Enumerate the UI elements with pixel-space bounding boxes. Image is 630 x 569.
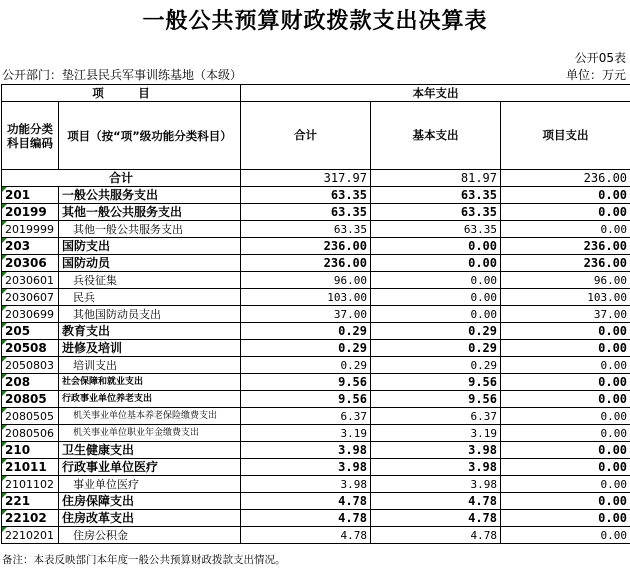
row-total: 3.98	[241, 459, 371, 476]
row-name: 住房保障支出	[59, 493, 241, 510]
header-code: 功能分类科目编码	[2, 102, 59, 170]
row-basic: 3.98	[371, 442, 501, 459]
table-row	[2, 527, 630, 544]
row-code: 20508	[2, 340, 59, 357]
row-project: 103.00	[501, 289, 630, 306]
header-project: 项目支出	[501, 102, 630, 170]
department-label: 公开部门：垫江县民兵军事训练基地（本级）	[2, 68, 243, 82]
row-code: 208	[2, 374, 59, 391]
row-project: 0.00	[501, 408, 630, 425]
header-basic: 基本支出	[371, 102, 501, 170]
row-basic: 63.35	[371, 221, 501, 238]
row-name: 机关事业单位职业年金缴费支出	[59, 425, 241, 442]
row-code: 2101102	[2, 476, 59, 493]
row-name: 其他一般公共服务支出	[59, 221, 241, 238]
row-code: 2080506	[2, 425, 59, 442]
row-total: 9.56	[241, 391, 371, 408]
table-row	[2, 493, 630, 510]
row-name: 机关事业单位基本养老保险缴费支出	[59, 408, 241, 425]
row-project: 0.00	[501, 221, 630, 238]
row-basic: 3.19	[371, 425, 501, 442]
row-name: 一般公共服务支出	[59, 187, 241, 204]
table-row	[2, 510, 630, 527]
row-code: 21011	[2, 459, 59, 476]
row-basic: 9.56	[371, 391, 501, 408]
footnote: 备注：本表反映部门本年度一般公共预算财政拨款支出情况。	[2, 554, 286, 566]
row-name: 行政事业单位养老支出	[59, 391, 241, 408]
row-basic: 3.98	[371, 459, 501, 476]
row-total: 4.78	[241, 527, 371, 544]
row-basic: 0.00	[371, 306, 501, 323]
row-code: 20805	[2, 391, 59, 408]
row-name: 培训支出	[59, 357, 241, 374]
row-basic: 0.29	[371, 357, 501, 374]
row-code: 20199	[2, 204, 59, 221]
row-total: 63.35	[241, 204, 371, 221]
row-basic: 0.29	[371, 340, 501, 357]
row-total: 103.00	[241, 289, 371, 306]
row-total: 4.78	[241, 493, 371, 510]
table-row	[2, 238, 630, 255]
table-row	[2, 459, 630, 476]
row-name: 事业单位医疗	[59, 476, 241, 493]
row-code: 2030699	[2, 306, 59, 323]
row-basic: 4.78	[371, 510, 501, 527]
row-name: 社会保障和就业支出	[59, 374, 241, 391]
row-name: 其他国防动员支出	[59, 306, 241, 323]
row-project: 37.00	[501, 306, 630, 323]
row-code: 201	[2, 187, 59, 204]
row-total: 37.00	[241, 306, 371, 323]
row-code: 203	[2, 238, 59, 255]
row-total: 6.37	[241, 408, 371, 425]
row-code: 2210201	[2, 527, 59, 544]
row-code: 2050803	[2, 357, 59, 374]
row-total: 63.35	[241, 187, 371, 204]
table-row	[2, 340, 630, 357]
row-total: 0.29	[241, 340, 371, 357]
row-basic: 3.98	[371, 476, 501, 493]
row-project: 0.00	[501, 510, 630, 527]
row-total: 0.29	[241, 323, 371, 340]
row-code: 2019999	[2, 221, 59, 238]
table-row	[2, 391, 630, 408]
table-row	[2, 374, 630, 391]
row-basic: 63.35	[371, 204, 501, 221]
row-project: 0.00	[501, 493, 630, 510]
row-name: 进修及培训	[59, 340, 241, 357]
row-basic: 0.00	[371, 289, 501, 306]
row-project: 0.00	[501, 391, 630, 408]
report-title: 一般公共预算财政拨款支出决算表	[142, 9, 488, 34]
header-item-desc: 项目（按“项”级功能分类科目）	[59, 102, 241, 170]
row-total: 63.35	[241, 221, 371, 238]
row-basic: 6.37	[371, 408, 501, 425]
row-project: 236.00	[501, 238, 630, 255]
row-name: 住房改革支出	[59, 510, 241, 527]
header-item: 项 目	[2, 85, 241, 102]
row-project: 96.00	[501, 272, 630, 289]
row-project: 0.00	[501, 374, 630, 391]
header-current-year: 本年支出	[241, 85, 630, 102]
row-name: 兵役征集	[59, 272, 241, 289]
table-number: 公开05表	[574, 51, 626, 65]
row-basic: 63.35	[371, 187, 501, 204]
row-total: 4.78	[241, 510, 371, 527]
row-code: 2080505	[2, 408, 59, 425]
row-project: 0.00	[501, 340, 630, 357]
row-project: 0.00	[501, 187, 630, 204]
row-code: 2030601	[2, 272, 59, 289]
table-row	[2, 289, 630, 306]
row-name: 国防动员	[59, 255, 241, 272]
row-basic: 0.00	[371, 255, 501, 272]
row-total: 3.98	[241, 442, 371, 459]
table-row	[2, 255, 630, 272]
table-row	[2, 221, 630, 238]
table-row	[2, 357, 630, 374]
row-name: 卫生健康支出	[59, 442, 241, 459]
row-basic: 0.00	[371, 238, 501, 255]
table-row	[2, 442, 630, 459]
total-basic: 81.97	[371, 170, 501, 187]
total-project: 236.00	[501, 170, 630, 187]
row-name: 住房公积金	[59, 527, 241, 544]
row-name: 民兵	[59, 289, 241, 306]
table-row	[2, 306, 630, 323]
table-row	[2, 476, 630, 493]
row-basic: 0.29	[371, 323, 501, 340]
row-project: 0.00	[501, 527, 630, 544]
table-row	[2, 323, 630, 340]
row-code: 205	[2, 323, 59, 340]
expenditure-table	[1, 84, 630, 544]
row-code: 210	[2, 442, 59, 459]
table-row	[2, 204, 630, 221]
row-project: 236.00	[501, 255, 630, 272]
table-row	[2, 187, 630, 204]
row-project: 0.00	[501, 425, 630, 442]
total-total: 317.97	[241, 170, 371, 187]
row-project: 0.00	[501, 476, 630, 493]
row-basic: 0.00	[371, 272, 501, 289]
row-total: 236.00	[241, 238, 371, 255]
row-project: 0.00	[501, 357, 630, 374]
row-total: 9.56	[241, 374, 371, 391]
unit-label: 单位：万元	[565, 68, 626, 82]
row-basic: 4.78	[371, 527, 501, 544]
total-label: 合计	[2, 170, 241, 187]
row-total: 3.98	[241, 476, 371, 493]
row-name: 其他一般公共服务支出	[59, 204, 241, 221]
row-basic: 9.56	[371, 374, 501, 391]
row-total: 0.29	[241, 357, 371, 374]
row-project: 0.00	[501, 323, 630, 340]
header-total: 合计	[241, 102, 371, 170]
row-total: 96.00	[241, 272, 371, 289]
table-row	[2, 425, 630, 442]
row-basic: 4.78	[371, 493, 501, 510]
row-project: 0.00	[501, 459, 630, 476]
table-row	[2, 408, 630, 425]
table-row	[2, 272, 630, 289]
row-name: 国防支出	[59, 238, 241, 255]
total-row	[2, 170, 630, 187]
row-name: 行政事业单位医疗	[59, 459, 241, 476]
row-code: 221	[2, 493, 59, 510]
row-total: 236.00	[241, 255, 371, 272]
row-code: 2030607	[2, 289, 59, 306]
row-code: 22102	[2, 510, 59, 527]
row-project: 0.00	[501, 442, 630, 459]
row-name: 教育支出	[59, 323, 241, 340]
row-code: 20306	[2, 255, 59, 272]
row-project: 0.00	[501, 204, 630, 221]
row-total: 3.19	[241, 425, 371, 442]
